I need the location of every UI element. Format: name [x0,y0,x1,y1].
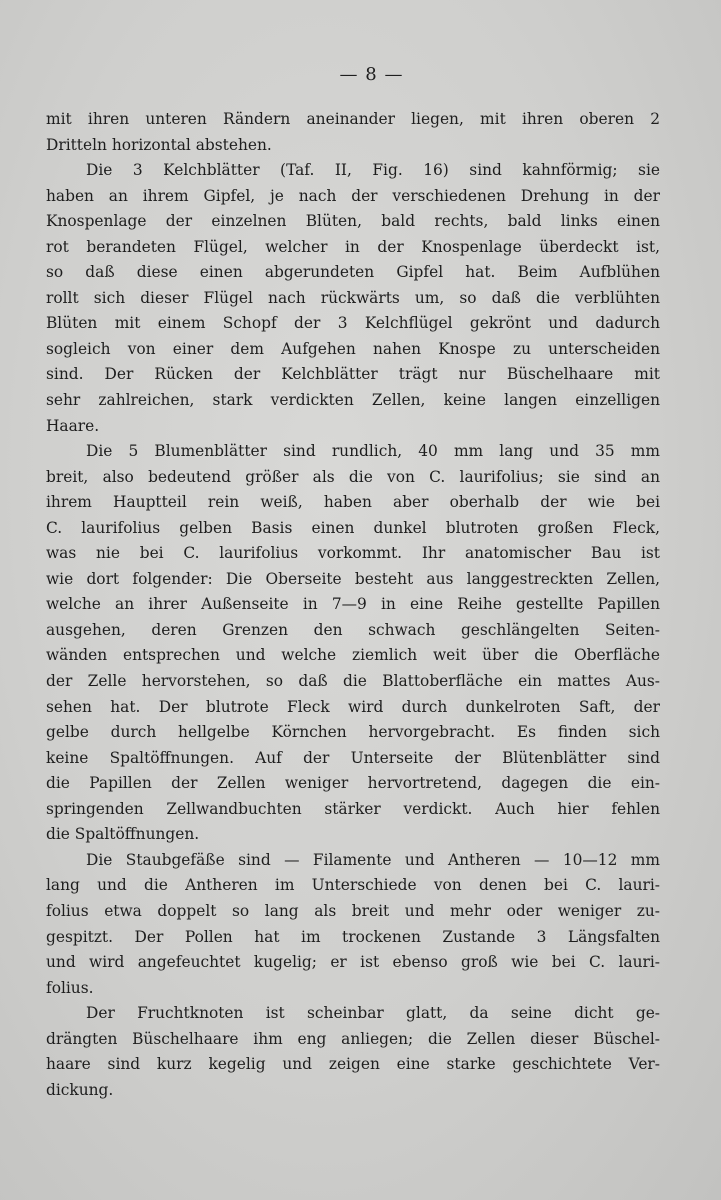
text-line: keine Spaltöffnungen. Auf der Unterseite der Blütenblätter sind [46,748,660,767]
text-line: Haare. [46,416,100,435]
text-line: wänden entsprechen und welche ziemlich weit über die Oberfläche [46,646,660,665]
text-line: die Spaltöffnungen. [46,825,200,844]
text-line: Der Fruchtknoten ist scheinbar glatt, da seine dicht ge- [86,1004,660,1023]
text-line: haare sind kurz kegelig und zeigen eine starke geschichtete Ver- [46,1055,660,1074]
text-line: springenden Zellwandbuchten stärker verdickt. Auch hier fehlen [46,799,660,818]
text-line: gespitzt. Der Pollen hat im trockenen Zustande 3 Längsfalten [46,927,660,946]
text-line: rot berandeten Flügel, welcher in der Knospenlage überdeckt ist, [46,237,660,256]
text-line: ausgehen, deren Grenzen den schwach geschlängelten Seiten- [46,620,660,639]
text-line: Dritteln horizontal abstehen. [46,135,272,154]
text-line: mit ihren unteren Rändern aneinander liegen, mit ihren oberen 2 [46,110,660,128]
text-line: folius. [46,978,94,997]
text-line: Die 3 Kelchblätter (Taf. II, Fig. 16) sind kahnförmig; sie [86,161,660,180]
text-line: und wird angefeuchtet kugelig; er ist ebenso groß wie bei C. lauri- [46,953,660,972]
text-line: welche an ihrer Außenseite in 7—9 in eine Reihe gestellte Papillen [46,595,660,614]
text-line: drängten Büschelhaare ihm eng anliegen; die Zellen dieser Büschel- [46,1029,660,1048]
page-header [0,64,721,85]
text-line: C. laurifolius gelben Basis einen dunkel blutroten großen Fleck, [46,518,660,537]
text-line: Die Staubgefäße sind — Filamente und Antheren — 10—12 mm [86,850,660,869]
text-line: ihrem Hauptteil rein weiß, haben aber oberhalb der wie bei [46,493,660,512]
text-line: die Papillen der Zellen weniger hervortretend, dagegen die ein- [46,774,660,793]
text-line: sehr zahlreichen, stark verdickten Zellen, keine langen einzelligen [46,391,660,410]
text-line: der Zelle hervorstehen, so daß die Blattoberfläche ein mattes Aus- [46,672,660,691]
page-number: — 8 — [339,64,404,85]
text-line: dickung. [46,1080,114,1099]
text-line: folius etwa doppelt so lang als breit und mehr oder weniger zu- [46,901,660,920]
text-line: sogleich von einer dem Aufgehen nahen Knospe zu unterscheiden [46,339,660,358]
body-text [46,107,660,1103]
text-line: Die 5 Blumenblätter sind rundlich, 40 mm lang und 35 mm [86,442,660,461]
text-line: was nie bei C. laurifolius vorkommt. Ihr anatomischer Bau ist [46,544,660,563]
text-line: breit, also bedeutend größer als die von C. laurifolius; sie sind an [46,467,660,486]
text-line: Blüten mit einem Schopf der 3 Kelchflügel gekrönt und dadurch [46,314,660,333]
text-line: rollt sich dieser Flügel nach rückwärts um, so daß die verblühten [46,288,660,307]
text-line: gelbe durch hellgelbe Körnchen hervorgebracht. Es finden sich [46,723,660,742]
text-line: sind. Der Rücken der Kelchblätter trägt nur Büschelhaare mit [46,365,660,384]
text-line: wie dort folgender: Die Oberseite besteht aus langgestreckten Zellen, [46,569,660,588]
text-line: haben an ihrem Gipfel, je nach der verschiedenen Drehung in der [46,186,660,205]
text-line: sehen hat. Der blutrote Fleck wird durch dunkelroten Saft, der [46,697,660,716]
text-line: Knospenlage der einzelnen Blüten, bald rechts, bald links einen [46,212,660,231]
text-line: so daß diese einen abgerundeten Gipfel hat. Beim Aufblühen [46,263,660,282]
text-line: lang und die Antheren im Unterschiede von denen bei C. lauri- [46,876,660,895]
